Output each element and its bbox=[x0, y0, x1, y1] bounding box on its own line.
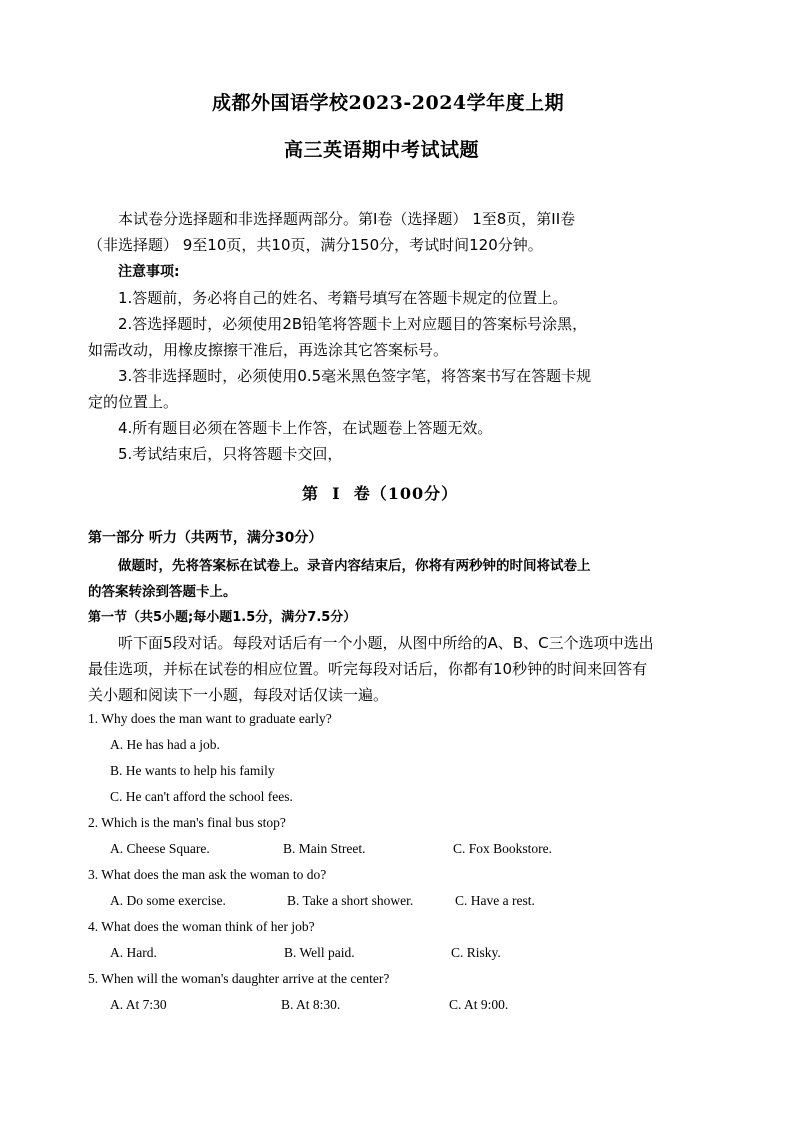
question-5-stem: 5. When will the woman's daughter arrive at the center? bbox=[88, 971, 390, 986]
question-5-option-b: B. At 8:30. bbox=[281, 997, 341, 1012]
section-1-instruction-line-2: 最佳选项，并标在试卷的相应位置。听完每段对话后，你都有10秒钟的时间来回答有 bbox=[88, 660, 648, 678]
question-3-option-a: A. Do some exercise. bbox=[110, 893, 226, 908]
intro-line-1: 本试卷分选择题和非选择题两部分。第I卷（选择题） 1至8页，第II卷 bbox=[118, 210, 576, 228]
part-1-heading: 第一部分 听力（共两节，满分30分） bbox=[88, 530, 323, 546]
section-1-instruction-line-3: 关小题和阅读下一小题，每段对话仅读一遍。 bbox=[88, 686, 389, 704]
note-4: 4.所有题目必须在答题卡上作答，在试题卷上答题无效。 bbox=[118, 419, 493, 437]
volume-title: 第 I 卷（100分） bbox=[302, 484, 459, 503]
question-1-option-a: A. He has had a job. bbox=[110, 737, 220, 752]
note-3-line-2: 定的位置上。 bbox=[88, 393, 179, 411]
question-1-option-c: C. He can't afford the school fees. bbox=[110, 789, 293, 804]
question-3-option-c: C. Have a rest. bbox=[455, 893, 535, 908]
note-1: 1.答题前，务必将自己的姓名、考籍号填写在答题卡规定的位置上。 bbox=[118, 289, 568, 307]
section-1-instruction-line-1: 听下面5段对话。每段对话后有一个小题，从图中所给的A、B、C三个选项中选出 bbox=[118, 634, 654, 652]
question-3-stem: 3. What does the man ask the woman to do? bbox=[88, 867, 327, 882]
question-5-option-c: C. At 9:00. bbox=[449, 997, 509, 1012]
note-2-line-1: 2.答选择题时，必须使用2B铅笔将答题卡上对应题目的答案标号涂黑， bbox=[118, 315, 588, 333]
question-4-option-a: A. Hard. bbox=[110, 945, 157, 960]
question-4-option-b: B. Well paid. bbox=[284, 945, 355, 960]
question-4-stem: 4. What does the woman think of her job? bbox=[88, 919, 315, 934]
part-1-instruction-line-1: 做题时，先将答案标在试卷上。录音内容结束后，你将有两秒钟的时间将试卷上 bbox=[118, 558, 591, 574]
part-1-instruction-line-2: 的答案转涂到答题卡上。 bbox=[88, 584, 237, 600]
question-1-stem: 1. Why does the man want to graduate early? bbox=[88, 711, 332, 726]
intro-line-2: （非选择题） 9至10页，共10页，满分150分，考试时间120分钟。 bbox=[88, 236, 543, 254]
school-title: 成都外国语学校2023-2024学年度上期 bbox=[212, 92, 565, 114]
question-5-option-a: A. At 7:30 bbox=[110, 997, 167, 1012]
question-2-option-b: B. Main Street. bbox=[283, 841, 366, 856]
section-1-heading: 第一节（共5小题;每小题1.5分，满分7.5分） bbox=[88, 610, 357, 625]
question-2-option-c: C. Fox Bookstore. bbox=[453, 841, 553, 856]
notes-heading: 注意事项: bbox=[118, 264, 180, 280]
question-4-option-c: C. Risky. bbox=[451, 945, 501, 960]
question-1-option-b: B. He wants to help his family bbox=[110, 763, 275, 778]
question-3-option-b: B. Take a short shower. bbox=[287, 893, 414, 908]
note-2-line-2: 如需改动，用橡皮擦擦干准后，再选涂其它答案标号。 bbox=[88, 341, 449, 359]
exam-title: 高三英语期中考试试题 bbox=[284, 139, 480, 161]
question-2-option-a: A. Cheese Square. bbox=[110, 841, 210, 856]
note-5: 5.考试结束后，只将答题卡交回， bbox=[118, 445, 343, 463]
note-3-line-1: 3.答非选择题时，必须使用0.5毫米黑色签字笔，将答案书写在答题卡规 bbox=[118, 367, 592, 385]
question-2-stem: 2. Which is the man's final bus stop? bbox=[88, 815, 286, 830]
